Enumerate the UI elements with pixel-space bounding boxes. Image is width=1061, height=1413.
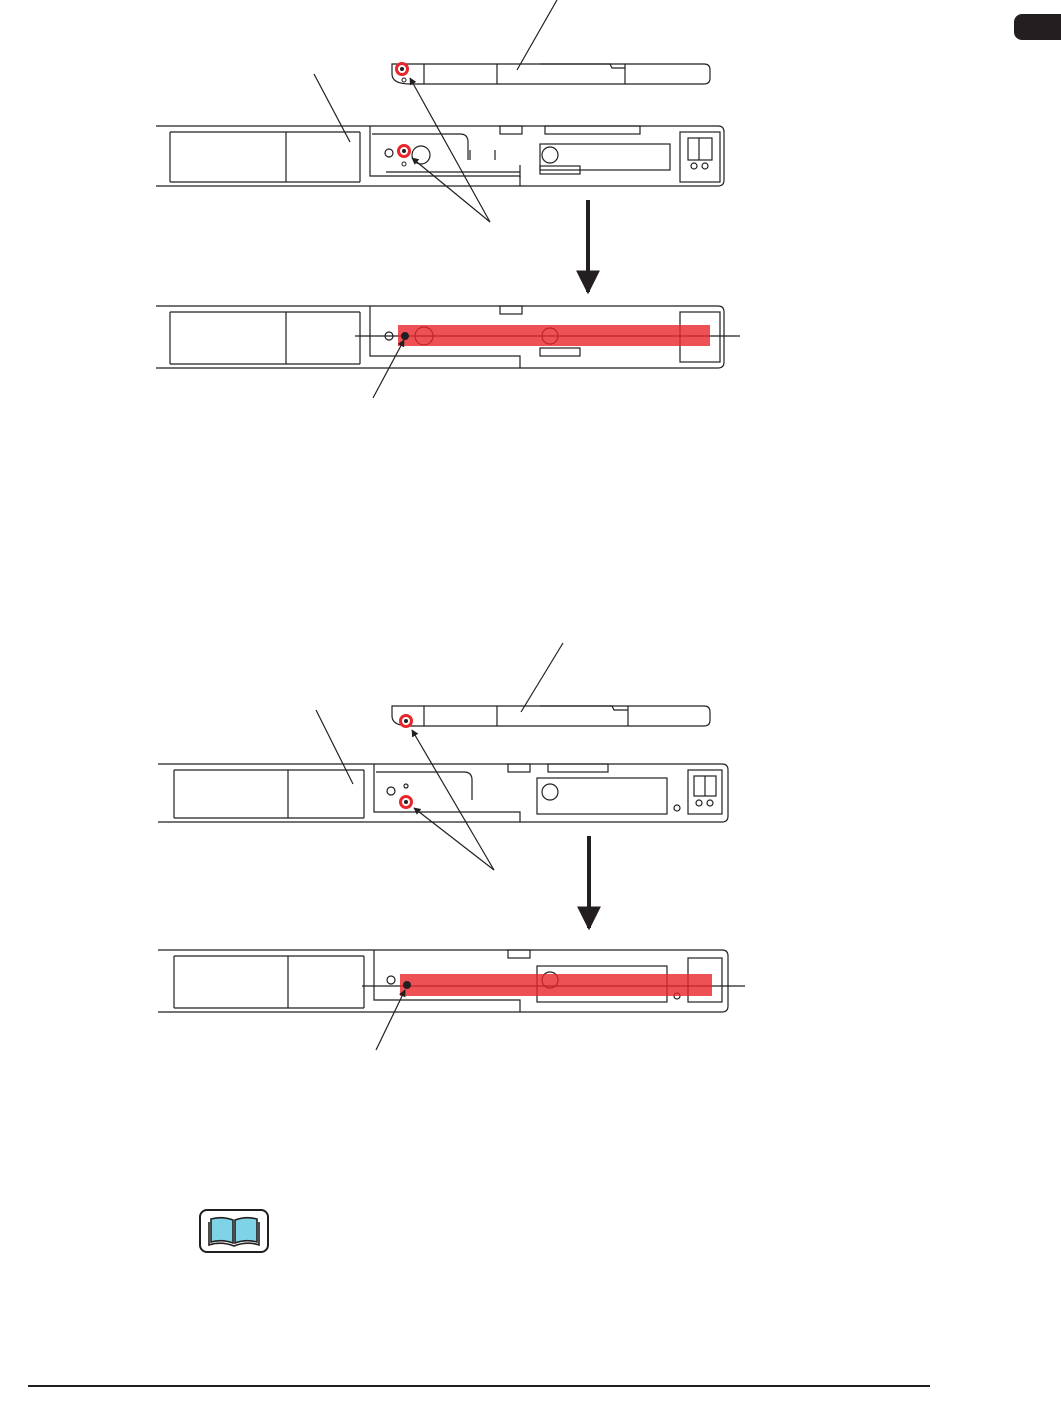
leader-rail-lower bbox=[316, 710, 353, 784]
leader-holes-d bbox=[414, 808, 494, 870]
footer-rule bbox=[28, 1385, 930, 1387]
book-icon bbox=[199, 1209, 269, 1253]
leader-assembled-lower bbox=[376, 990, 405, 1050]
leader-assembled bbox=[373, 340, 404, 398]
lower-rail bbox=[158, 764, 728, 822]
leader-bracket bbox=[517, 0, 557, 70]
leader-holes-b bbox=[412, 158, 490, 222]
leader-bracket-lower bbox=[521, 643, 563, 712]
figure-lower bbox=[158, 643, 745, 1050]
figure-upper bbox=[156, 0, 740, 398]
leader-holes-c bbox=[412, 730, 494, 870]
lower-bracket-highlight bbox=[400, 974, 712, 996]
leader-holes-a bbox=[410, 78, 490, 222]
upper-rail bbox=[156, 126, 724, 186]
upper-bracket-highlight bbox=[398, 325, 710, 346]
upper-bracket bbox=[392, 64, 710, 84]
lower-bracket bbox=[392, 706, 710, 726]
